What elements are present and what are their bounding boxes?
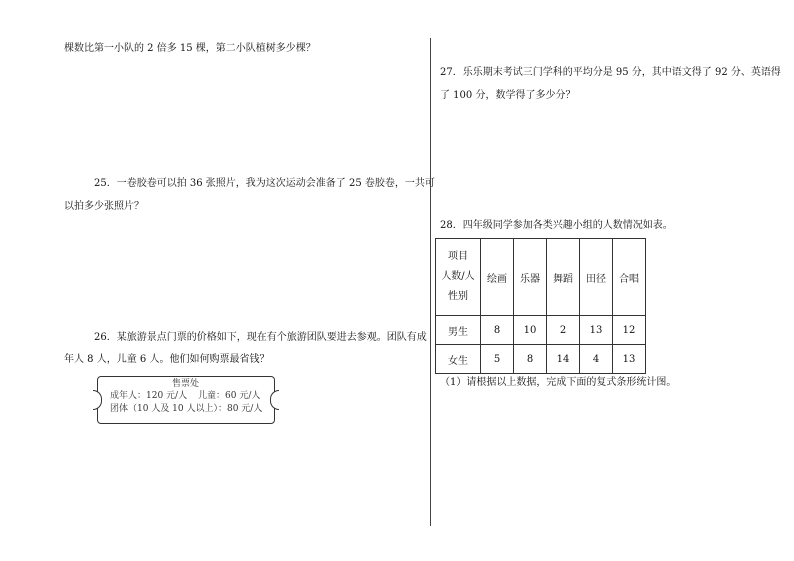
table-cell: 14 — [547, 345, 580, 374]
table-cell: 5 — [481, 345, 514, 374]
row-label: 女生 — [436, 345, 481, 374]
ticket-adult-price: 成年人：120 元/人 — [110, 391, 188, 401]
column-header: 田径 — [580, 239, 613, 316]
corner-label-count: 人数/人 — [441, 271, 475, 282]
q27-text-line1: 27．乐乐期末考试三门学科的平均分是 95 分，其中语文得了 92 分、英语得 — [440, 67, 781, 78]
table-cell: 13 — [580, 316, 613, 345]
corner-label-item: 项目 — [448, 251, 468, 262]
interest-group-table — [435, 238, 646, 374]
column-divider — [430, 38, 431, 526]
column-header: 乐器 — [514, 239, 547, 316]
ticket-title: 售票处 — [172, 379, 200, 389]
table-cell: 13 — [613, 345, 646, 374]
q24-continuation: 棵数比第一小队的 2 倍多 15 棵，第二小队植树多少棵？ — [64, 43, 316, 54]
corner-label-gender: 性别 — [448, 291, 468, 302]
q25-text-line2: 以拍多少张照片？ — [64, 201, 144, 212]
column-header: 舞蹈 — [547, 239, 580, 316]
table-cell: 2 — [547, 316, 580, 345]
table-cell: 8 — [481, 316, 514, 345]
table-cell: 12 — [613, 316, 646, 345]
table-corner-header — [436, 239, 481, 316]
row-label: 男生 — [436, 316, 481, 345]
table-cell: 8 — [514, 345, 547, 374]
q25-text-line1: 25．一卷胶卷可以拍 36 张照片，我为这次运动会准备了 25 卷胶卷，一共可 — [94, 178, 435, 189]
ticket-group-price: 团体（10 人及 10 人以上）：80 元/人 — [110, 404, 263, 414]
ticket-price-board — [97, 376, 275, 424]
table-header-row — [436, 239, 646, 316]
table-row — [436, 345, 646, 374]
table-cell: 4 — [580, 345, 613, 374]
q27-text-line2: 了 100 分，数学得了多少分？ — [440, 90, 576, 101]
q28-intro: 28．四年级同学参加各类兴趣小组的人数情况如表。 — [440, 220, 673, 231]
column-header: 绘画 — [481, 239, 514, 316]
ticket-child-price: 儿童：60 元/人 — [198, 391, 261, 401]
table-cell: 10 — [514, 316, 547, 345]
q26-text-line1: 26．某旅游景点门票的价格如下，现在有个旅游团队要进去参观。团队有成 — [94, 332, 427, 343]
q28-subquestion-1: （1）请根据以上数据，完成下面的复式条形统计图。 — [440, 377, 677, 388]
table-row — [436, 316, 646, 345]
q26-text-line2: 年人 8 人，儿童 6 人。他们如何购票最省钱？ — [64, 354, 270, 365]
column-header: 合唱 — [613, 239, 646, 316]
